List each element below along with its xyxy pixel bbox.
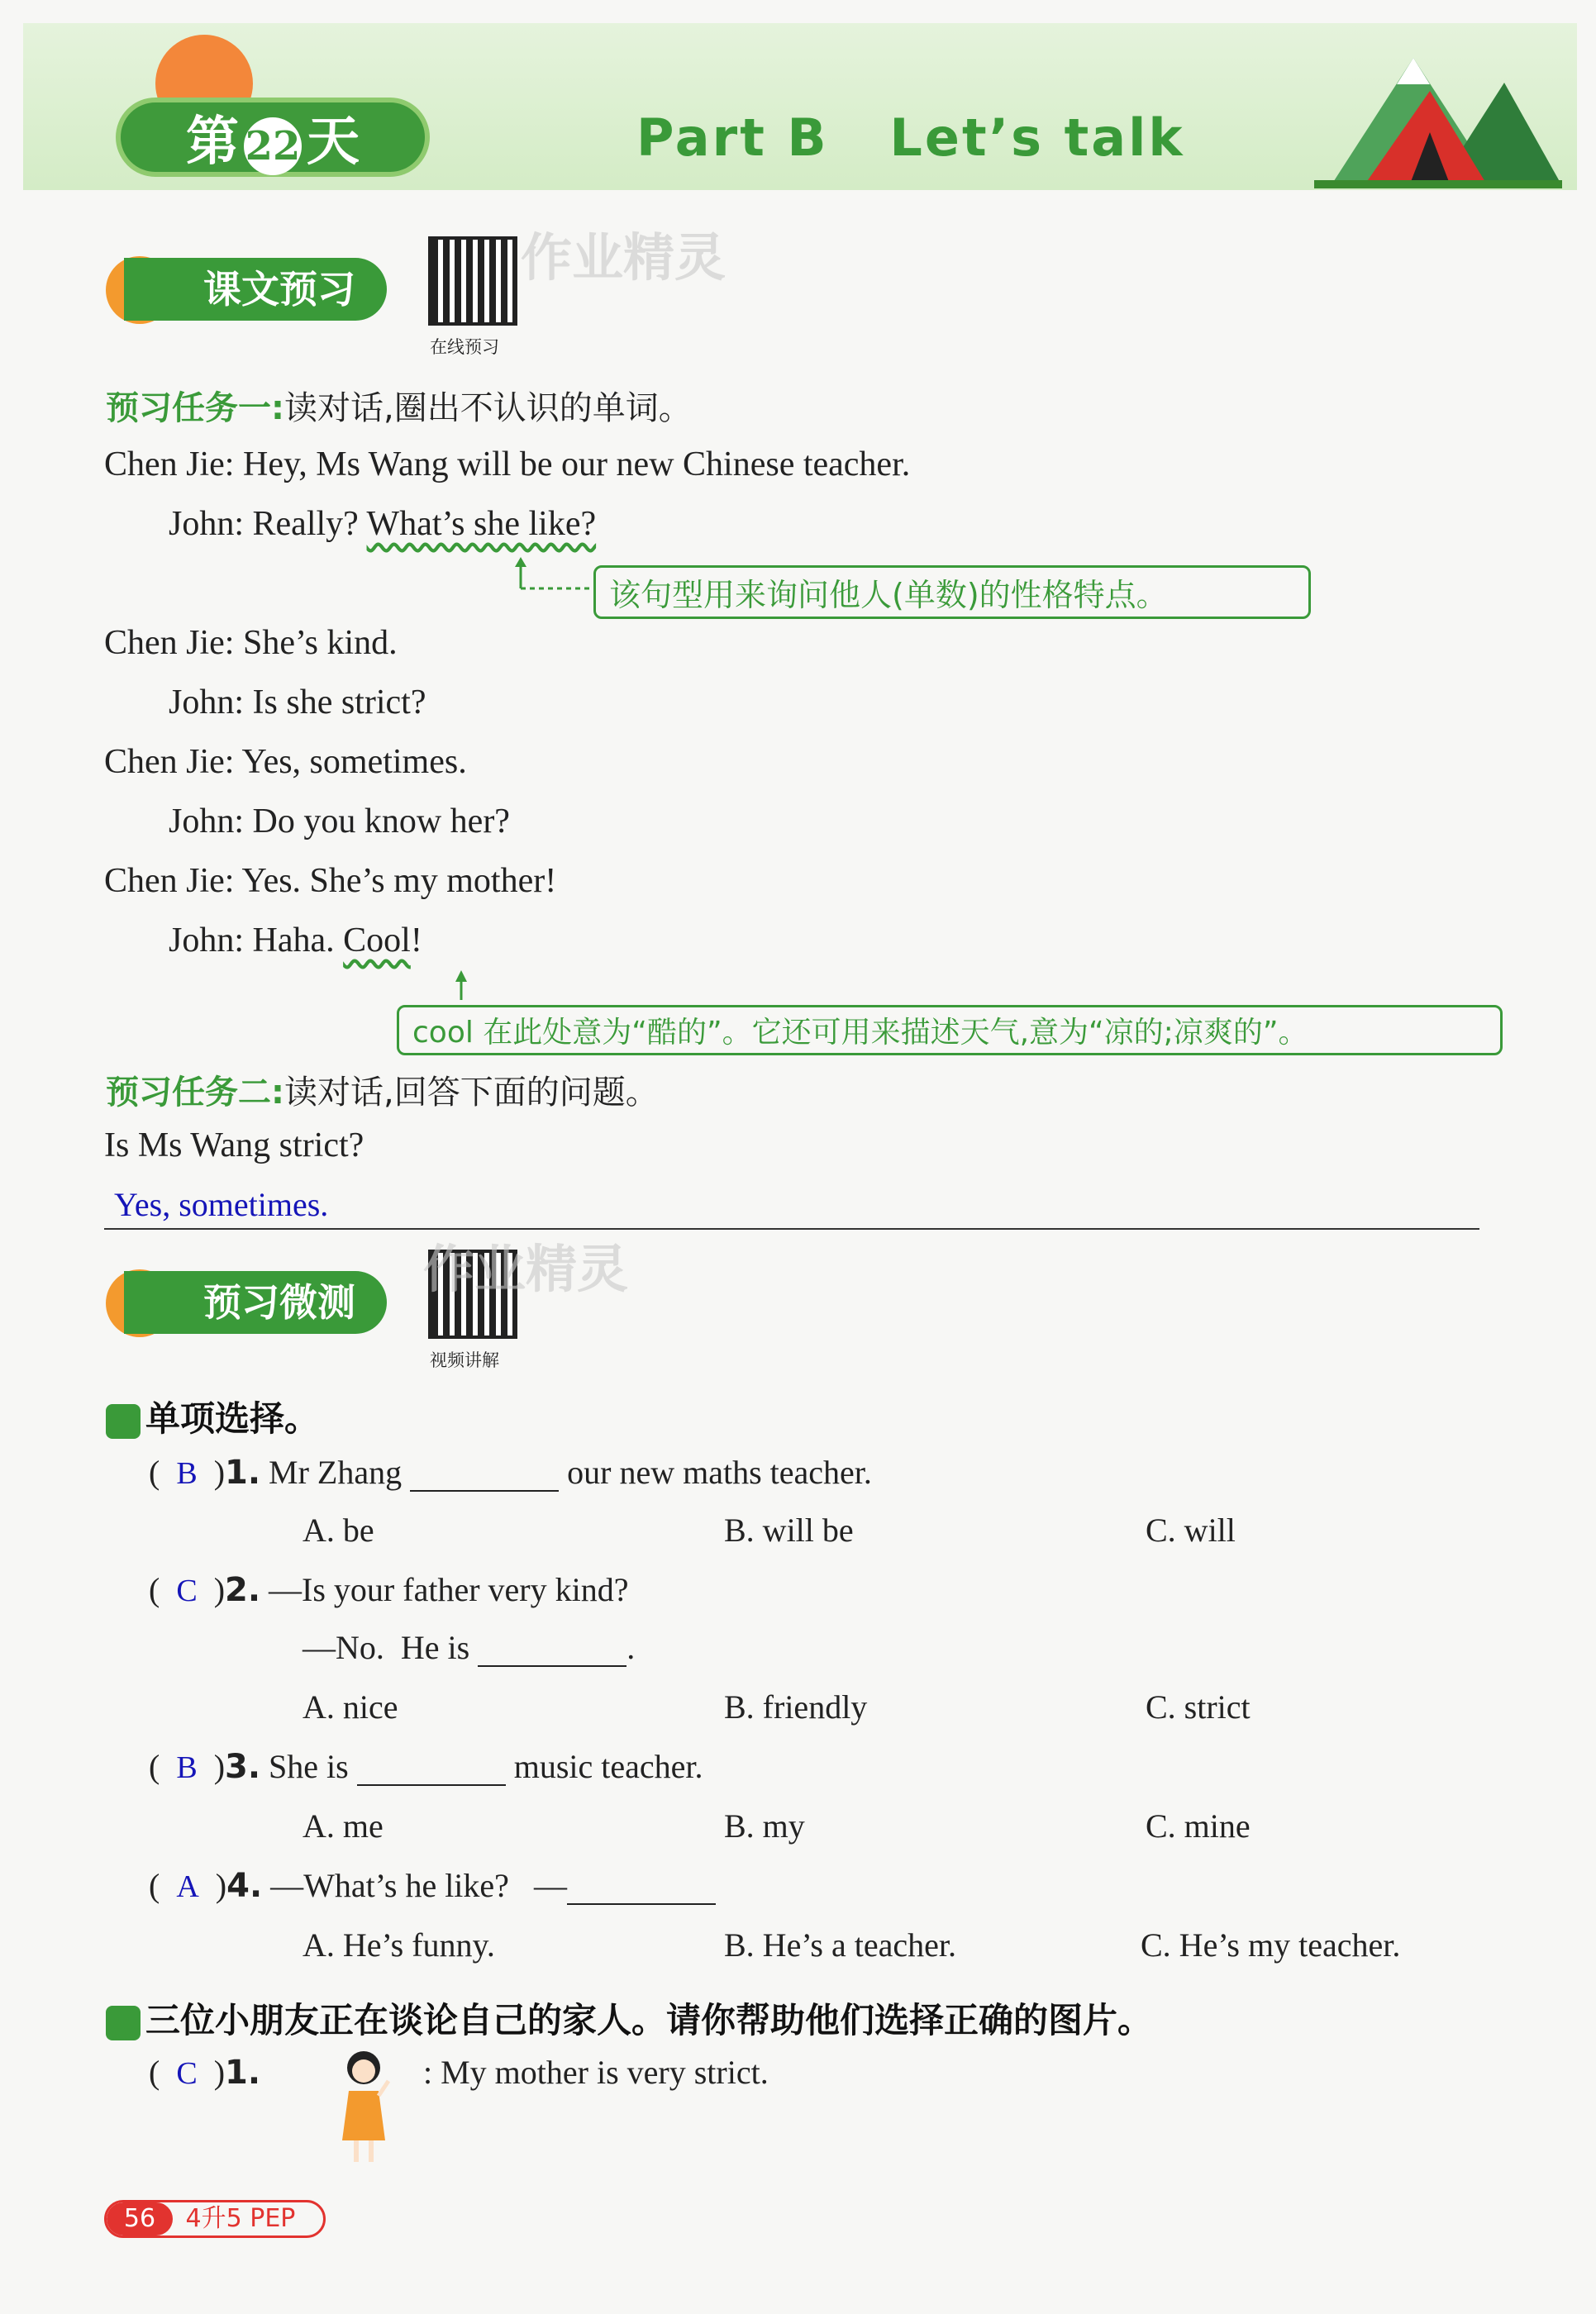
dialogue-text: Yes, sometimes. [241,743,467,781]
girl-figure-icon [337,2048,395,2172]
question-stem: our new maths teacher. [567,1454,872,1491]
dialogue-line [104,742,467,782]
qr-label: 视频讲解 [430,1350,499,1370]
answer-blank[interactable] [567,1870,716,1905]
edition-label: 4升5 PEP [185,2204,296,2233]
dialogue-text: Really? [252,505,367,543]
exercise1-heading [106,1392,319,1441]
answer-letter[interactable]: B [176,1456,198,1491]
answer-letter[interactable]: A [176,1869,199,1904]
speaker: John: [169,683,245,721]
task2-question: Is Ms Wang strict? [104,1126,364,1164]
answer-line [104,1228,1479,1230]
exercise2-heading-text: 三位小朋友正在谈论自己的家人。请你帮助他们选择正确的图片。 [145,2000,1153,2040]
exercise-number-icon [106,1404,141,1439]
dialogue-text: Do you know her? [252,802,510,840]
answer-letter[interactable]: B [176,1750,198,1785]
option-a[interactable]: A. me [303,1807,384,1845]
answer-letter[interactable]: C [176,2056,198,2091]
day-prefix: 第 [186,111,239,173]
dialogue-text: Yes. She’s my mother! [241,862,557,900]
exercise1-heading-text: 单项选择。 [145,1398,320,1439]
dialogue-line [104,623,398,663]
section-badge-quiz: 预习微测 [124,1271,387,1334]
dialogue-text: ! [410,921,422,959]
dialogue-line [169,921,422,960]
option-c[interactable]: C. will [1146,1512,1236,1549]
speaker: John: [169,802,245,840]
day-badge [116,98,430,177]
dialogue-line [169,504,596,544]
task1-title [106,382,692,429]
dialogue-line [104,445,910,484]
highlighted-word: Cool [343,921,411,959]
option-a[interactable]: A. be [303,1512,374,1549]
dialogue-text: She’s kind. [242,624,398,662]
question-stem: —What’s he like? [270,1867,509,1904]
task1-label: 预习任务一: [106,389,284,427]
option-b[interactable]: B. friendly [724,1688,868,1726]
option-b[interactable]: B. will be [724,1512,854,1549]
task2-instruction: 读对话,回答下面的问题。 [284,1074,659,1112]
dialogue-line [104,861,556,901]
arrow-icon [512,555,603,597]
dialogue-text: Haha. [252,921,344,959]
statement-text: : My mother is very strict. [423,2054,769,2091]
question-row: ( C )2. —Is your father very kind? [149,1571,629,1609]
speaker: Chen Jie: [104,743,235,781]
task2-label: 预习任务二: [106,1074,284,1112]
grammar-note: 该句型用来询问他人(单数)的性格特点。 [593,565,1311,619]
day-number: 22 [244,117,302,175]
option-c[interactable]: C. mine [1146,1807,1251,1845]
question-number: 4. [226,1867,263,1905]
option-b[interactable]: B. He’s a teacher. [724,1926,956,1964]
speaker: Chen Jie: [104,862,235,900]
speaker: Chen Jie: [104,445,235,483]
speaker: John: [169,921,245,959]
task2-answer[interactable]: Yes, sometimes. [114,1186,329,1223]
qr-code-icon[interactable] [428,236,517,326]
question-stem: — [533,1867,567,1904]
question-number: 2. [225,1571,261,1609]
watermark: 作业精灵 [423,1239,629,1299]
option-a[interactable]: A. He’s funny. [303,1926,495,1964]
option-b[interactable]: B. my [724,1807,805,1845]
vocab-note: cool 在此处意为“酷的”。它还可用来描述天气,意为“凉的;凉爽的”。 [397,1005,1503,1055]
watermark: 作业精灵 [521,227,727,288]
question-number: 1. [225,2054,261,2092]
question-number: 1. [225,1454,261,1492]
task2-title [106,1066,659,1113]
question-row: ( A )4. —What’s he like? — [149,1866,716,1905]
question-stem: music teacher. [513,1748,703,1785]
dialogue-line [169,683,426,722]
answer-blank[interactable] [410,1457,559,1492]
dialogue-text: Is she strict? [252,683,426,721]
page-title: Part B Let’s talk [636,107,1185,168]
speaker: John: [169,505,245,543]
tent-mountain-icon [1314,33,1562,190]
exercise-number-icon [106,2006,141,2040]
question-stem: —Is your father very kind? [269,1571,629,1608]
dialogue-line [169,802,510,841]
section-badge-preview: 课文预习 [124,258,387,321]
option-c[interactable]: C. He’s my teacher. [1141,1926,1401,1964]
highlighted-phrase: What’s she like? [366,505,597,543]
answer-letter[interactable]: C [176,1574,198,1608]
question-row: ( C )1. [149,2054,261,2092]
dialogue-text: Hey, Ms Wang will be our new Chinese teacher. [242,445,911,483]
question-stem: Mr Zhang [269,1454,403,1491]
task1-instruction: 读对话,圈出不认识的单词。 [284,389,692,427]
page-footer [104,2200,326,2238]
page-number: 56 [107,2202,173,2235]
question-stem: She is [269,1748,349,1785]
qr-label: 在线预习 [430,337,499,357]
question-row: ( B )3. She is music teacher. [149,1748,703,1786]
question-line2: —No. He is . [303,1629,636,1666]
answer-blank[interactable] [478,1632,626,1667]
option-a[interactable]: A. nice [303,1688,398,1726]
question-number: 3. [225,1748,261,1786]
speaker: Chen Jie: [104,624,235,662]
day-suffix: 天 [307,111,360,173]
arrow-icon [453,969,469,1002]
option-c[interactable]: C. strict [1146,1688,1251,1726]
answer-blank[interactable] [357,1751,506,1786]
question-stem: —No. He is [303,1629,470,1666]
exercise2-heading [106,1993,1152,2043]
question-row: ( B )1. Mr Zhang our new maths teacher. [149,1454,872,1492]
